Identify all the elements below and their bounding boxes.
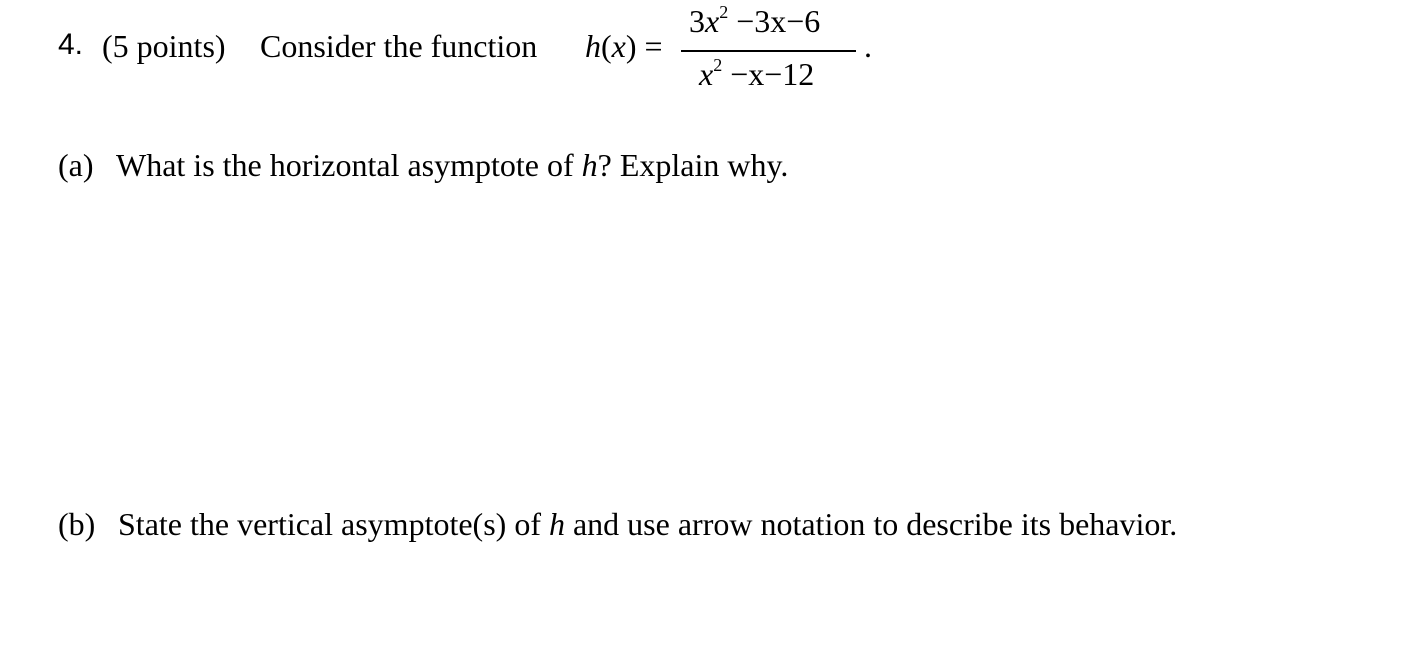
fraction-denominator <box>699 55 815 92</box>
function-close-paren: ) <box>625 28 637 64</box>
part-a-text-after: ? Explain why. <box>597 147 789 183</box>
function-name: h <box>585 28 601 64</box>
formula-end-period: . <box>864 28 872 64</box>
question-points: (5 points) <box>102 28 226 64</box>
function-lhs <box>585 30 663 62</box>
denominator-variable: x <box>699 56 714 92</box>
numerator-variable: x <box>705 3 720 39</box>
function-fraction <box>681 2 856 95</box>
part-a-variable: h <box>581 147 598 183</box>
numerator-rest: −3x−6 <box>728 3 821 39</box>
function-variable: x <box>611 28 626 64</box>
part-b-text-before: State the vertical asymptote(s) of <box>118 506 549 542</box>
fraction-numerator <box>689 2 821 39</box>
numerator-exponent: 2 <box>719 2 729 22</box>
part-b-text <box>118 508 1177 540</box>
fraction-bar <box>681 50 856 52</box>
part-b-text-after: and use arrow notation to describe its behavior. <box>564 506 1178 542</box>
part-b-label: (b) <box>58 506 96 542</box>
function-equals: = <box>636 28 663 64</box>
part-b-variable: h <box>548 506 565 542</box>
denominator-rest: −x−12 <box>722 56 815 92</box>
numerator-coefficient: 3 <box>689 3 705 39</box>
denominator-exponent: 2 <box>713 55 723 75</box>
question-intro: Consider the function <box>260 28 538 64</box>
part-a-text <box>116 149 788 181</box>
function-open-paren: ( <box>601 28 612 64</box>
part-a-text-before: What is the horizontal asymptote of <box>116 147 582 183</box>
question-number: 4. <box>58 28 84 61</box>
part-a-label: (a) <box>58 147 94 183</box>
